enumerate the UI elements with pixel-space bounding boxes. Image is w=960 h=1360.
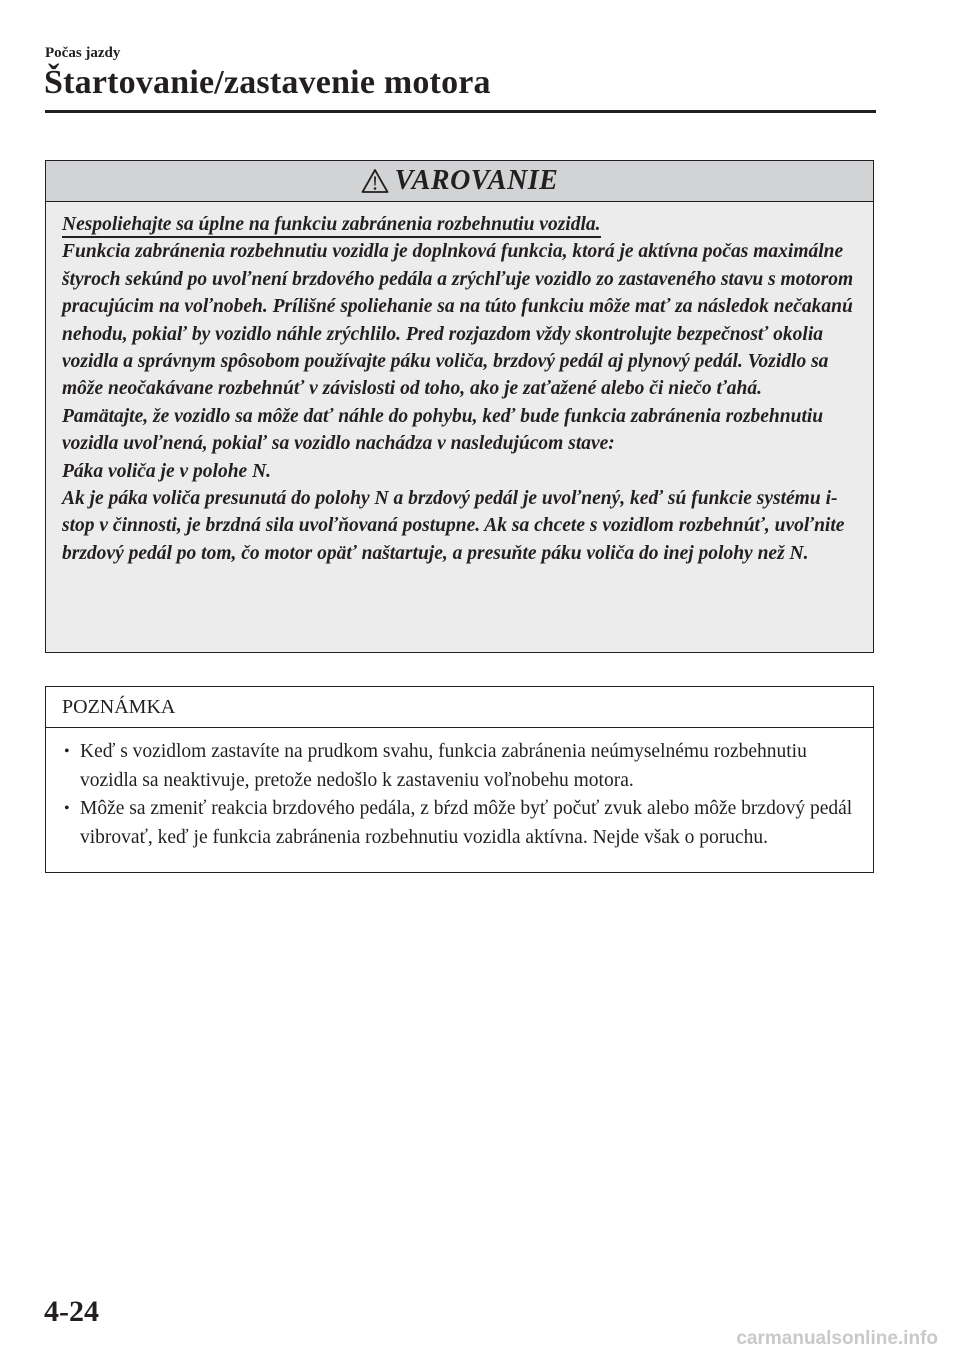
warning-lead-paragraph — [62, 211, 859, 238]
note-title: POZNÁMKA — [46, 687, 873, 728]
list-item — [64, 738, 853, 795]
warning-title: VAROVANIE — [394, 165, 559, 196]
page-title: Štartovanie/zastavenie motora — [44, 64, 491, 101]
note-item-text: Môže sa zmeniť reakcia brzdového pedála, z bŕzd môže byť počuť zvuk alebo môže brzdový pedál vibrovať, keď je funkcia zabránenia rozbehnutiu vozidla aktívna. Nejde však o poruchu. — [80, 798, 853, 848]
bullet-point: • — [64, 800, 70, 817]
warning-paragraph: Páka voliča je v polohe N. — [62, 460, 272, 482]
bullet-point: • — [64, 743, 70, 760]
section-label: Počas jazdy — [45, 45, 121, 61]
warning-paragraph: Ak je páka voliča presunutá do polohy N a brzdový pedál je uvoľnený, keď sú funkcie systému i-stop v činnosti, je brzdná sila uvoľňovaná postupne. Ak sa chcete s vozidlom rozbehnúť, uvoľnite brzdový pedál po tom, čo motor opäť naštartuje, a presuňte páku voliča do inej polohy než N. — [62, 488, 845, 564]
warning-triangle-icon — [361, 168, 389, 194]
warning-box — [45, 160, 874, 653]
list-item — [64, 795, 853, 852]
warning-paragraph: Funkcia zabránenia rozbehnutiu vozidla je doplnková funkcia, ktorá je aktívna počas maximálne štyroch sekúnd po uvoľnení brzdového pedála a zrýchľuje vozidlo zo zastaveného stavu s motorom pracujúcim na voľnobeh. Prílišné spoliehanie sa na túto funkciu môže mať za následok nečakanú nehodu, pokiaľ by vozidlo náhle zrýchlilo. Pred rozjazdom vždy skontrolujte bezpečnosť okolia vozidla a správnym spôsobom používajte páku voliča, brzdový pedál aj plynový pedál. Vozidlo sa môže neočakávane rozbehnúť v závislosti od toho, ako je zaťažené alebo či niečo ťahá. — [62, 241, 854, 400]
warning-body — [46, 202, 873, 567]
watermark: carmanualsonline.info — [736, 1328, 938, 1349]
warning-header — [46, 161, 873, 202]
note-item-text: Keď s vozidlom zastavíte na prudkom svahu, funkcia zabránenia neúmyselnému rozbehnutiu vozidla sa neaktivuje, pretože nedošlo k zastaveniu voľnobehu motora. — [80, 741, 807, 791]
warning-lead: Nespoliehajte sa úplne na funkciu zabránenia rozbehnutiu vozidla. — [62, 214, 601, 238]
warning-paragraph: Pamätajte, že vozidlo sa môže dať náhle do pohybu, keď bude funkcia zabránenia rozbehnutiu vozidla uvoľnená, pokiaľ sa vozidlo nachádza v nasledujúcom stave: — [62, 405, 824, 455]
page-number: 4-24 — [44, 1295, 99, 1328]
note-list — [46, 728, 873, 852]
title-divider — [45, 110, 876, 113]
note-box — [45, 686, 874, 873]
